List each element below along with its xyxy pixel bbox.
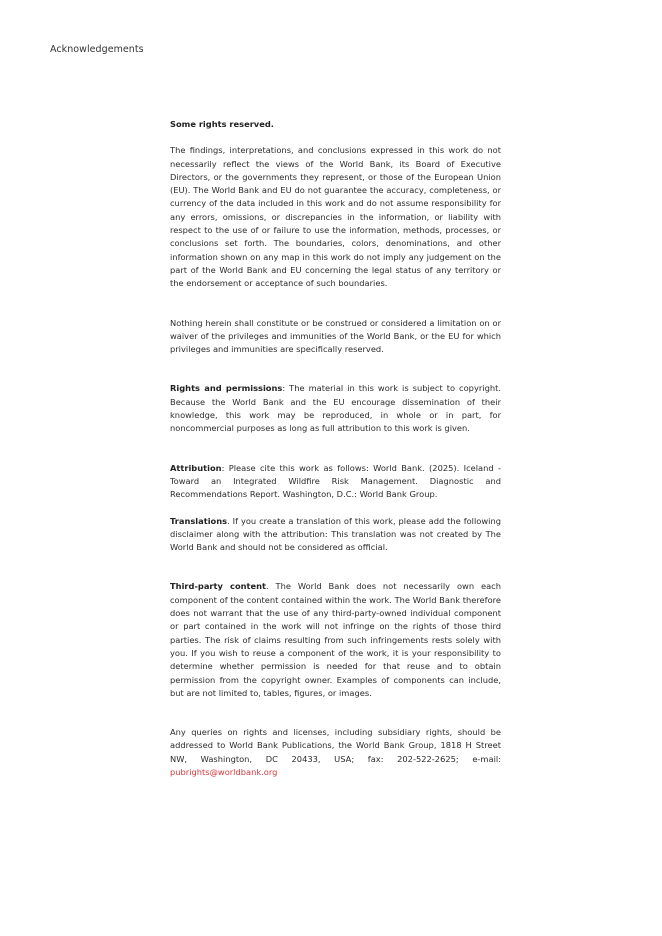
permissions-paragraph xyxy=(170,382,501,435)
translations-paragraph xyxy=(170,515,501,555)
attribution-text: : Please cite this work as follows: World Bank. (2025). Iceland - Toward an Integrated Wildfire Risk Management. Diagnostic and Recommendations Report. Washington, D.C.: World Bank Group. xyxy=(170,462,501,500)
third-party-paragraph xyxy=(170,580,501,700)
rights-heading: Some rights reserved. xyxy=(170,119,274,129)
permissions-label: Rights and permissions xyxy=(170,383,283,394)
attribution-paragraph xyxy=(170,462,501,502)
disclaimer-paragraph: The findings, interpretations, and conclusions expressed in this work do not necessarily reflect the views of the World Bank, its Board of Executive Directors, or the governments they represent, or those of the European Union (EU). The World Bank and EU do not guarantee the accuracy, completeness, or currency of the data included in this work and do not assume responsibility for any errors, omissions, or discrepancies in the information, or liability with respect to the use of or failure to use the information, methods, processes, or conclusions set forth. The boundaries, colors, denominations, and other information shown on any map in this work do not imply any judgement on the part of the World Bank and EU concerning the legal status of any territory or the endorsement or acceptance of such boundaries. xyxy=(170,145,501,289)
email-link[interactable]: pubrights@worldbank.org xyxy=(170,766,278,777)
attribution-label: Attribution xyxy=(170,462,222,473)
translations-text: . If you create a translation of this work, please add the following disclaimer along with the attribution: This translation was not created by The World Bank and should not be considered as official. xyxy=(170,515,501,553)
queries-text: Any queries on rights and licenses, including subsidiary rights, should be addressed to World Bank Publications, the World Bank Group, 1818 H Street NW, Washington, DC 20433, USA; fax: 202-522-2625; e-mail: xyxy=(170,727,501,764)
translations-label: Translations xyxy=(170,515,228,526)
running-header: Acknowledgements xyxy=(50,44,144,55)
third-party-label: Third-party content xyxy=(170,581,267,592)
third-party-text: . The World Bank does not necessarily own each component of the content contained within the work. The World Bank therefore does not warrant that the use of any third-party-owned individual component or part contained in the work will not infringe on the rights of those third parties. The risk of claims resulting from such infringements rests solely with you. If you wish to reuse a component of the work, it is your responsibility to determine whether permission is needed for that reuse and to obtain permission from the copyright owner. Examples of components can include, but are not limited to, tables, figures, or images. xyxy=(170,581,501,698)
queries-paragraph xyxy=(170,726,501,779)
privileges-paragraph: Nothing herein shall constitute or be construed or considered a limitation on or waiver of the privileges and immunities of the World Bank, or the EU for which privileges and immunities are specifically reserved. xyxy=(170,317,501,355)
rights-notice xyxy=(170,118,501,779)
permissions-text: : The material in this work is subject to copyright. Because the World Bank and the EU encourage dissemination of their knowledge, this work may be reproduced, in whole or in part, for noncommercial purposes as long as full attribution to this work is given. xyxy=(170,383,501,434)
